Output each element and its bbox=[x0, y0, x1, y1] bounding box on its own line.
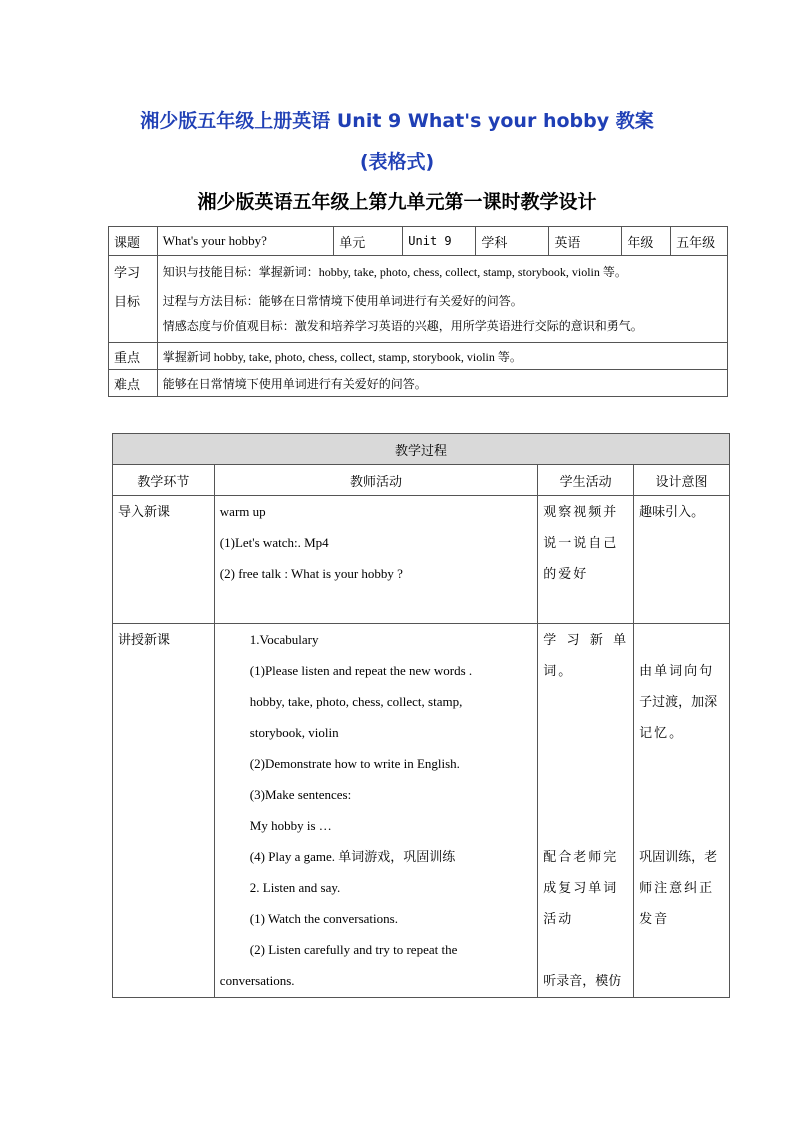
process-header-row bbox=[113, 434, 730, 465]
process-table bbox=[112, 433, 730, 998]
design-intent-cell: 趣味引入。 bbox=[634, 496, 730, 624]
teacher-activity-cell: 1.Vocabulary (1)Please listen and repeat the new words . hobby, take, photo, chess, collect, stamp, storybook, violin (2)Demonstrate how to write in English. (3)Make sentences: My hobby is … (4) Play a game. 单词游戏，巩固训练 2. Listen and say. (1) Watch the conversations. (2) Listen carefully and try to repeat the conversations. bbox=[214, 624, 537, 998]
key-value: 掌握新词 hobby, take, photo, chess, collect, stamp, storybook, violin 等。 bbox=[157, 343, 727, 370]
goals-label: 学习 目标 bbox=[109, 256, 158, 343]
stage-cell: 导入新课 bbox=[113, 496, 215, 624]
info-row-goals bbox=[109, 256, 728, 343]
goal-process: 过程与方法目标：能够在日常情境下使用单词进行有关爱好的问答。 bbox=[162, 294, 523, 308]
table-row bbox=[113, 624, 730, 998]
grade-value: 五年级 bbox=[671, 227, 728, 256]
goal-emotion: 情感态度与价值观目标：激发和培养学习英语的兴趣，用所学英语进行交际的意识和勇气。 bbox=[162, 319, 643, 333]
teacher-activity-cell: warm up (1)Let's watch:. Mp4 (2) free talk : What is your hobby ? bbox=[214, 496, 537, 624]
subject-label: 学科 bbox=[476, 227, 549, 256]
student-activity-cell: 学习新单词。 配合老师完 成复习单词 活动 听录音，模仿 bbox=[538, 624, 634, 998]
table-row bbox=[113, 496, 730, 624]
topic-label: 课题 bbox=[109, 227, 158, 256]
info-row-key bbox=[109, 343, 728, 370]
design-intent-cell: 由单词向句 子过渡，加深 记忆。 巩固训练，老 师注意纠正 发音 bbox=[634, 624, 730, 998]
student-activity-cell: 观察视频并 说一说自己 的爱好 bbox=[538, 496, 634, 624]
col-intent: 设计意图 bbox=[634, 465, 730, 496]
col-stage: 教学环节 bbox=[113, 465, 215, 496]
col-student: 学生活动 bbox=[538, 465, 634, 496]
info-row-difficulty bbox=[109, 370, 728, 397]
key-label: 重点 bbox=[109, 343, 158, 370]
goal-knowledge: 知识与技能目标：掌握新词：hobby, take, photo, chess, collect, stamp, storybook, violin 等。 bbox=[162, 265, 627, 279]
topic-value: What's your hobby? bbox=[157, 227, 334, 256]
info-table bbox=[108, 226, 728, 397]
subject-value: 英语 bbox=[549, 227, 622, 256]
grade-label: 年级 bbox=[622, 227, 671, 256]
document-subtitle: 湘少版英语五年级上第九单元第一课时教学设计 bbox=[197, 191, 597, 213]
process-header: 教学过程 bbox=[113, 434, 730, 465]
info-row-topic bbox=[109, 227, 728, 256]
difficulty-value: 能够在日常情境下使用单词进行有关爱好的问答。 bbox=[157, 370, 727, 397]
unit-value: Unit 9 bbox=[403, 227, 476, 256]
document-title: 湘少版五年级上册英语 Unit 9 What's your hobby 教案 bbox=[140, 110, 654, 132]
col-teacher: 教师活动 bbox=[214, 465, 537, 496]
stage-cell: 讲授新课 bbox=[113, 624, 215, 998]
column-header-row bbox=[113, 465, 730, 496]
difficulty-label: 难点 bbox=[109, 370, 158, 397]
document-title-format: (表格式) bbox=[359, 151, 435, 173]
unit-label: 单元 bbox=[334, 227, 403, 256]
goals-content bbox=[157, 256, 727, 343]
